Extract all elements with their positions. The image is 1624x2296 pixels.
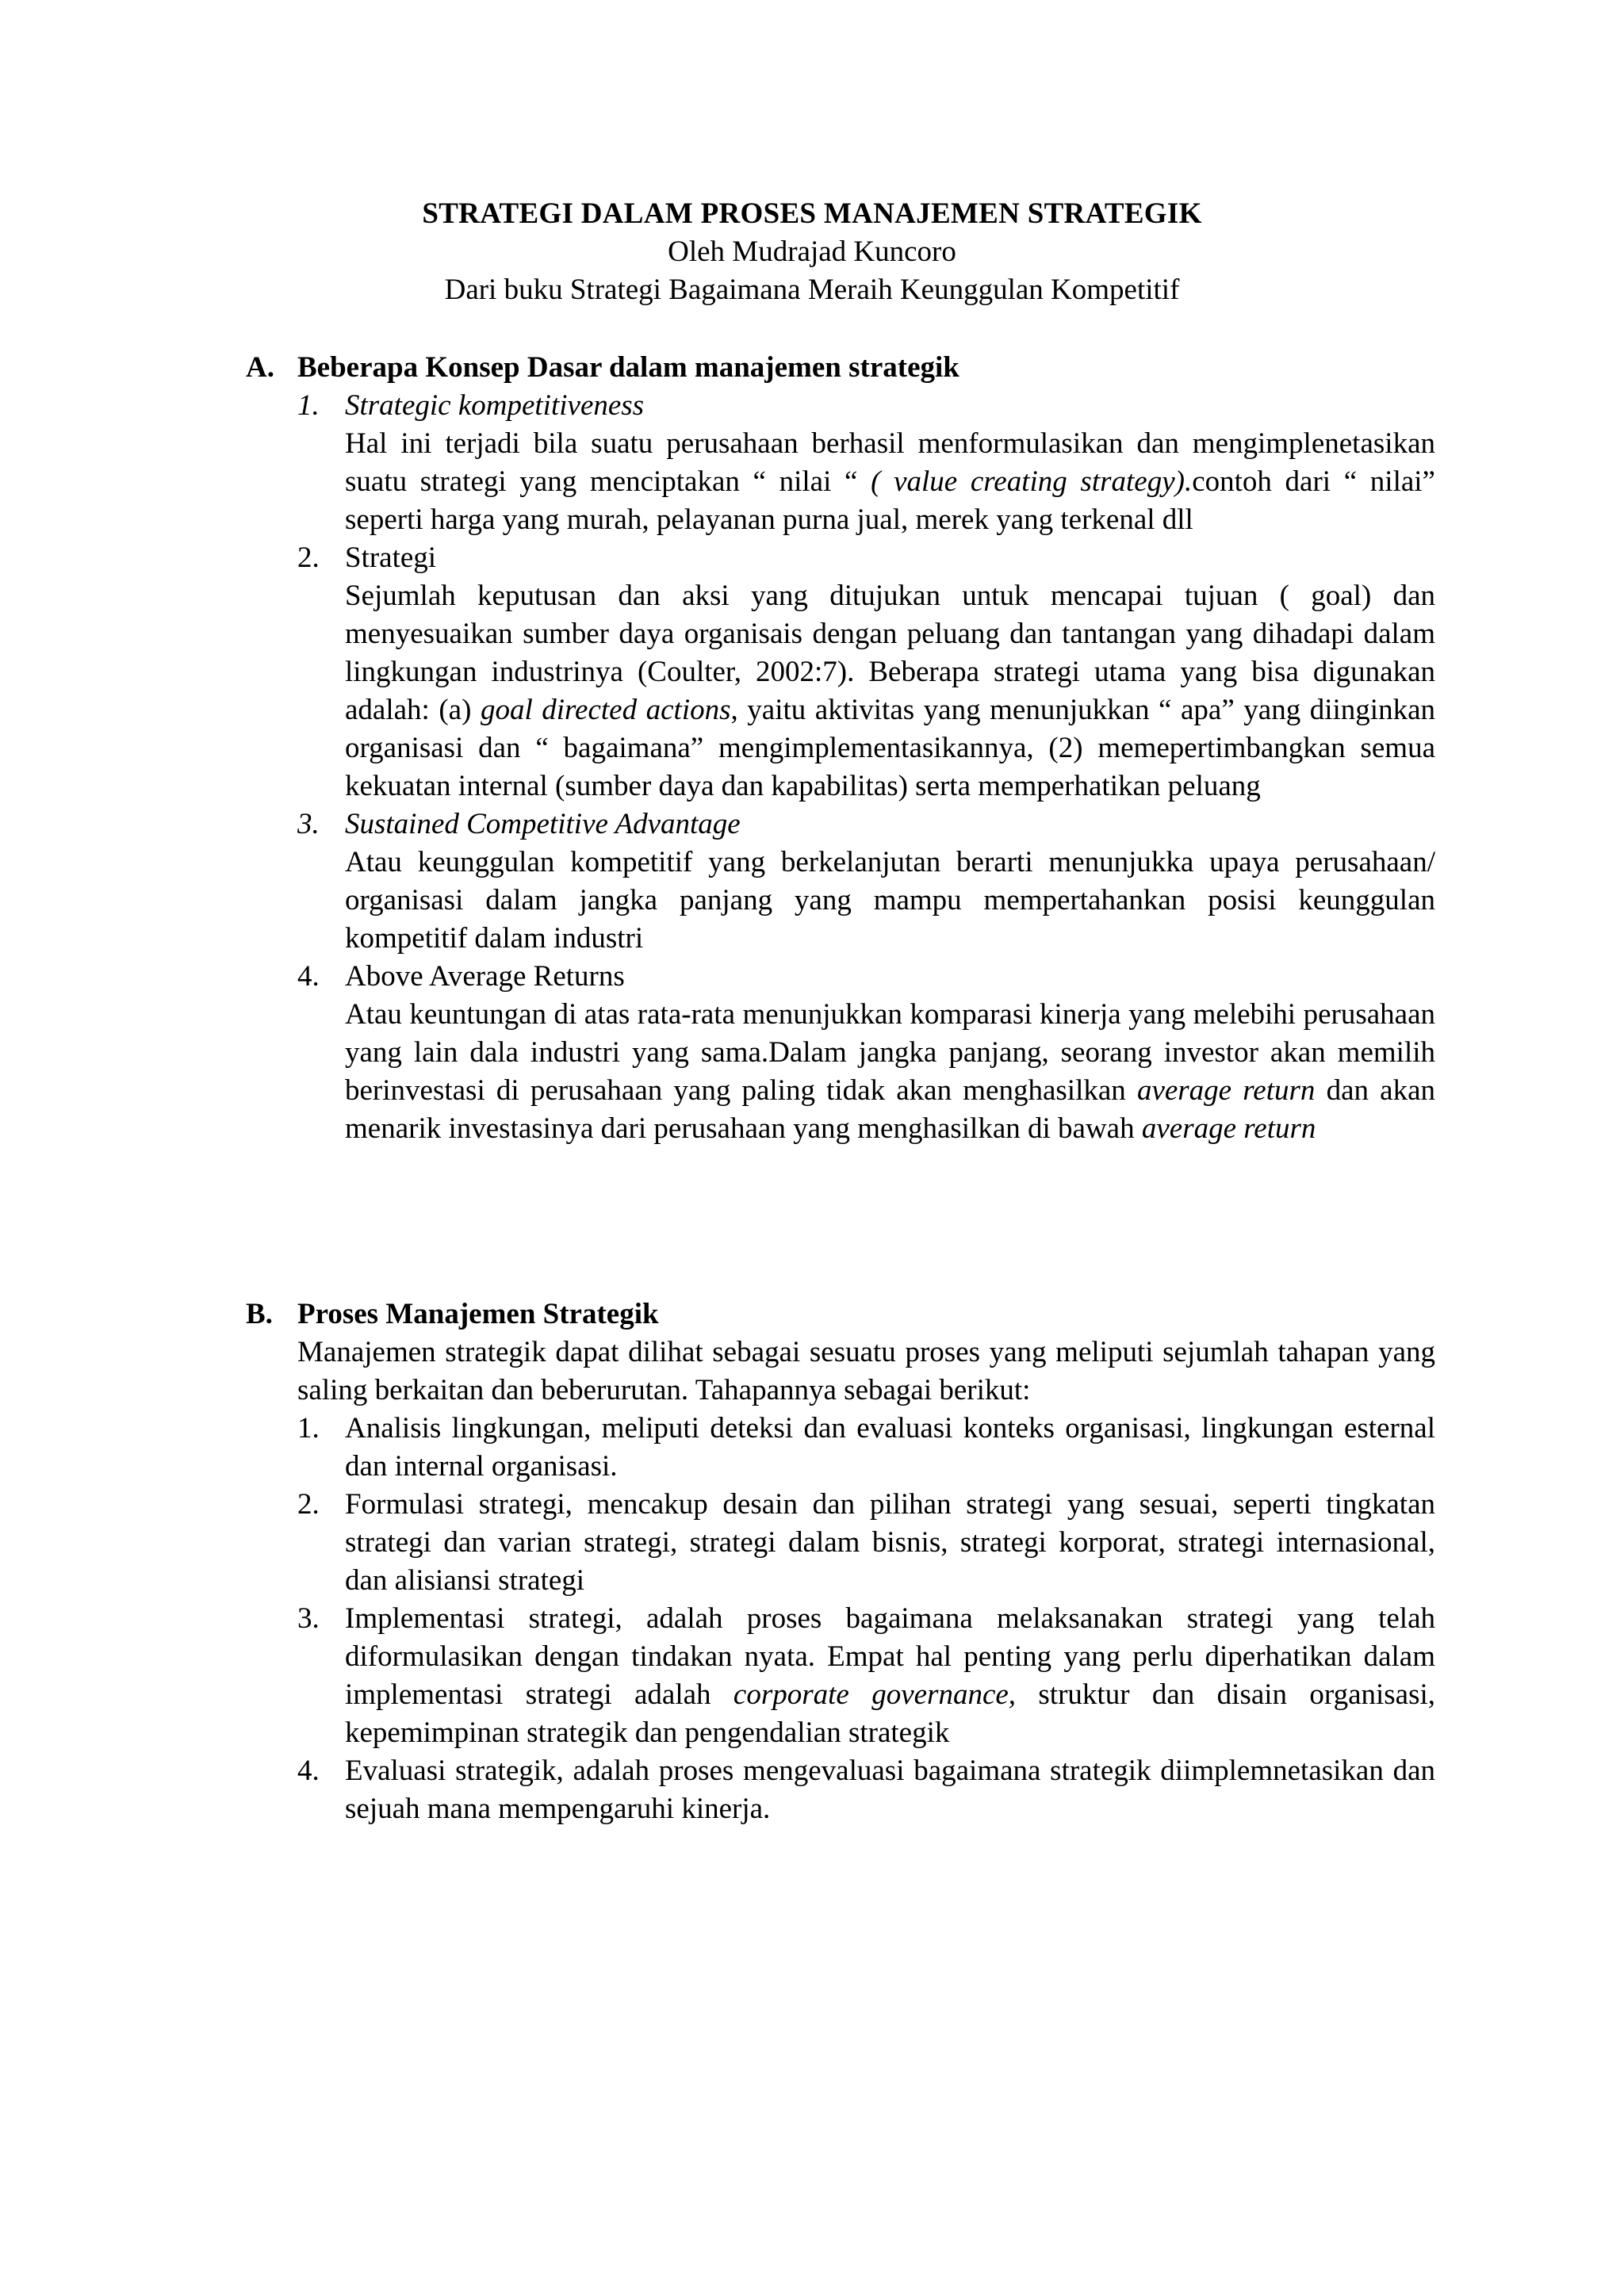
section-a xyxy=(246,349,1435,1148)
item-body xyxy=(345,1752,1435,1828)
item-title: Sustained Competitive Advantage xyxy=(345,808,741,840)
item-body xyxy=(345,1410,1435,1486)
item-body-text: Evaluasi strategik, adalah proses mengevaluasi bagaimana strategik diimplemnetasikan dan sejuah mana mempengaruhi kinerja. xyxy=(345,1755,1435,1825)
item-body-text: struktur dan disain organisasi, kepemimpinan strategik dan pengendalian strategik xyxy=(345,1678,1436,1749)
item-body-italic: goal directed actions xyxy=(480,694,731,726)
item-body-italic: average return xyxy=(1136,1074,1316,1107)
item-body-text: Atau keuntungan di atas rata-rata menunjukkan komparasi kinerja yang melebihi perusahaan yang lain dala industri yang sama.Dalam jangka panjang, seorang investor akan memilih berinvestasi di perusahaan yang paling tidak akan menghasilkan xyxy=(345,998,1435,1107)
item-number: 3. xyxy=(297,1602,320,1635)
section-b xyxy=(246,1295,1435,1828)
item-body-italic: ( value creating strategy). xyxy=(871,465,1193,498)
item-body-text: dan akan menarik investasinya dari perusahaan yang menghasilkan di bawah xyxy=(345,1074,1435,1145)
section-a-title: Beberapa Konsep Dasar dalam manajemen strategik xyxy=(297,351,959,384)
section-b-title: Proses Manajemen Strategik xyxy=(297,1298,659,1330)
section-b-heading xyxy=(246,1295,1435,1334)
document-header xyxy=(0,195,1624,309)
document-author: Oleh Mudrajad Kuncoro xyxy=(668,235,956,268)
document-title: STRATEGI DALAM PROSES MANAJEMEN STRATEGIK xyxy=(422,197,1202,230)
item-body xyxy=(345,577,1435,806)
item-body-text: Atau keunggulan kompetitif yang berkelanjutan berarti menunjukka upaya perusahaan/ organisasi dalam jangka panjang yang mampu mempertahankan posisi keunggulan kompetitif dalam industri xyxy=(345,846,1435,955)
section-a-letter: A. xyxy=(246,351,274,384)
item-body-text: Hal ini terjadi bila suatu perusahaan berhasil menformulasikan dan mengimplenetasikan suatu strategi yang menciptakan “ nilai “ xyxy=(345,427,1435,498)
item-number: 3. xyxy=(297,808,320,840)
item-number: 4. xyxy=(297,960,320,993)
list-item-b3 xyxy=(297,1600,1436,1752)
item-body-text: Formulasi strategi, mencakup desain dan pilihan strategi yang sesuai, seperti tingkatan strategi dan varian strategi, strategi dalam bisnis, strategi korporat, strategi internasional, dan alisiansi strategi xyxy=(345,1488,1435,1597)
item-body xyxy=(345,996,1435,1148)
item-number: 1. xyxy=(297,1412,320,1445)
item-title: Strategi xyxy=(345,541,437,574)
item-title: Above Average Returns xyxy=(345,960,625,993)
list-item-a1 xyxy=(297,387,1435,539)
document-source: Dari buku Strategi Bagaimana Meraih Keunggulan Kompetitif xyxy=(444,274,1180,306)
item-title: Strategic kompetitiveness xyxy=(345,389,645,422)
item-body xyxy=(345,1486,1435,1600)
item-body-text: contoh dari “ nilai” seperti harga yang murah, pelayanan purna jual, merek yang terkenal dll xyxy=(345,465,1435,536)
item-number: 1. xyxy=(297,389,320,422)
list-item-a2 xyxy=(297,539,1435,806)
item-body xyxy=(345,425,1435,539)
item-body-text: Sejumlah keputusan dan aksi yang ditujukan untuk mencapai tujuan ( goal) dan menyesuaikan sumber daya organisais dengan peluang dan tantangan yang dihadapi dalam lingkungan industrinya (Coulter, 2002:7). Beberapa strategi utama yang bisa digunakan adalah: (a) xyxy=(345,580,1435,726)
item-body xyxy=(345,844,1435,958)
item-number: 2. xyxy=(297,541,320,574)
section-b-intro: Manajemen strategik dapat dilihat sebagai sesuatu proses yang meliputi sejumlah tahapan yang saling berkaitan dan beberurutan. Tahapannya sebagai berikut: xyxy=(297,1336,1435,1406)
list-item-a3 xyxy=(297,806,1435,958)
item-body-text: Implementasi strategi, adalah proses bagaimana melaksanakan strategi yang telah diformulasikan dengan tindakan nyata. Empat hal penting yang perlu diperhatikan dalam implementasi strategi adalah xyxy=(345,1602,1435,1711)
section-b-letter: B. xyxy=(246,1298,273,1330)
item-body-text: , yaitu aktivitas yang menunjukkan “ apa” yang diinginkan organisasi dan “ bagaimana” mengimplementasikannya, (2) memepertimbangkan semua kekuatan internal (sumber daya dan kapabilitas) serta memperhatikan peluang xyxy=(345,694,1435,802)
list-item-b4 xyxy=(297,1752,1435,1828)
item-body-italic: average return xyxy=(1141,1112,1316,1145)
list-item-a4 xyxy=(297,958,1435,1148)
item-body-text: Analisis lingkungan, meliputi deteksi dan evaluasi konteks organisasi, lingkungan esternal dan internal organisasi. xyxy=(345,1412,1435,1483)
list-item-b2 xyxy=(297,1486,1435,1600)
section-a-heading xyxy=(246,349,1435,387)
item-number: 4. xyxy=(297,1755,320,1787)
item-number: 2. xyxy=(297,1488,320,1521)
item-body-italic: corporate governance, xyxy=(733,1678,1017,1711)
list-item-b1 xyxy=(297,1410,1435,1486)
item-body xyxy=(345,1600,1435,1752)
